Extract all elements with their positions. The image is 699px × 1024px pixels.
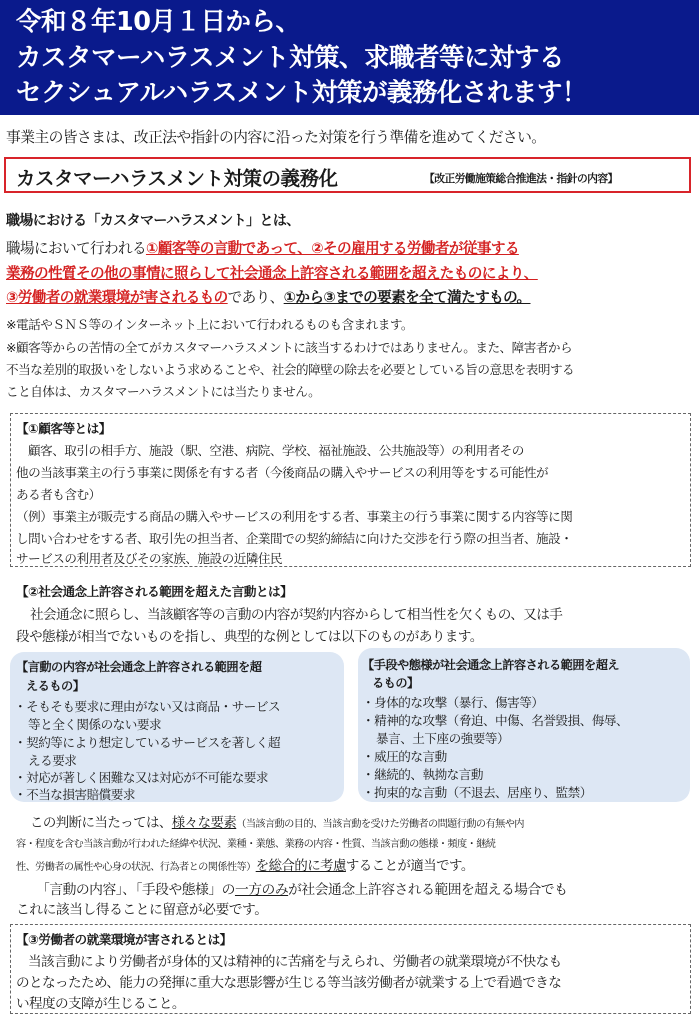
note-2-line-2: 不当な差別的取扱いをしないよう求めることや、社会的障壁の除去を必要としている旨の意思を表明する bbox=[6, 362, 575, 377]
box3-title: 【③労働者の就業環境が害されるとは】 bbox=[16, 932, 232, 947]
left-item-2b: える要求 bbox=[28, 753, 77, 768]
left-title-1: 【言動の内容が社会通念上許容される範囲を超 bbox=[16, 660, 262, 674]
box1-line-3: ある者も含む） bbox=[16, 487, 101, 502]
definition-line-1: 職場において行われる①顧客等の言動であって、②その雇用する労働者が従事する bbox=[6, 240, 519, 257]
box1-line-5: し問い合わせをする者、取引先の担当者、企業間での契約締結に向けた交渉を行う際の担当者、施設・ bbox=[16, 531, 573, 546]
section-title-box bbox=[4, 157, 691, 193]
right-title-2: るもの】 bbox=[372, 676, 419, 690]
left-item-3: ・対応が著しく困難な又は対応が不可能な要求 bbox=[14, 770, 268, 785]
header-line-1: 令和８年10月１日から、 bbox=[16, 7, 301, 37]
section-subtitle: 【改正労働施策総合推進法・指針の内容】 bbox=[424, 172, 618, 185]
left-item-1a: ・そもそも要求に理由がない又は商品・サービス bbox=[14, 699, 281, 714]
caution-line-1: 「言動の内容」、「手段や態様」の一方のみが社会通念上許容される範囲を超える場合でも bbox=[36, 882, 568, 898]
box3-line-2: のとなったため、能力の発揮に重大な悪影響が生じる等当該労働者が就業する上で看過できな bbox=[16, 975, 562, 991]
caution-line-2: これに該当し得ることに留意が必要です。 bbox=[16, 902, 268, 918]
note-2-line-1: ※顧客等からの苦情の全てがカスタマーハラスメントに該当するわけではありません。また、障害者から bbox=[6, 340, 573, 355]
right-item-2a: ・精神的な攻撃（脅迫、中傷、名誉毀損、侮辱、 bbox=[362, 713, 629, 728]
right-item-3: ・威圧的な言動 bbox=[362, 749, 447, 764]
right-item-4: ・継続的、執拗な言動 bbox=[362, 767, 483, 782]
left-item-1b: 等と全く関係のない要求 bbox=[28, 717, 162, 732]
judgment-line-3: 性、労働者の属性や心身の状況、行為者との関係性等）を総合的に考慮することが適当です。 bbox=[16, 859, 474, 874]
box2-line-2: 段や態様が相当でないものを指し、典型的な例としては以下のものがあります。 bbox=[16, 629, 483, 645]
header-line-3: セクシュアルハラスメント対策が義務化されます！ bbox=[16, 78, 587, 108]
right-title-1: 【手段や態様が社会通念上許容される範囲を超え bbox=[362, 658, 620, 672]
definition-heading: 職場における「カスタマーハラスメント」とは、 bbox=[6, 213, 300, 229]
left-item-4: ・不当な損害賠償要求 bbox=[14, 787, 135, 802]
left-item-2a: ・契約等により想定しているサービスを著しく超 bbox=[14, 735, 281, 750]
box1-line-2: 他の当該事業主の行う事業に関係を有する者（今後商品の購入やサービスの利用等をする可能性が bbox=[16, 465, 549, 480]
left-title-2: えるもの】 bbox=[26, 679, 85, 693]
box3-line-1: 当該言動により労働者が身体的又は精神的に苦痛を与えられ、労働者の就業環境が不快なも bbox=[28, 954, 562, 970]
intro-text: 事業主の皆さまは、改正法や指針の内容に沿った対策を行う準備を進めてください。 bbox=[6, 129, 546, 146]
judgment-line-2: 容・程度を含む当該言動が行われた経緯や状況、業種・業態、業務の内容・性質、当該言動の態様・頻度・継続 bbox=[16, 839, 496, 850]
right-item-5: ・拘束的な言動（不退去、居座り、監禁） bbox=[362, 785, 592, 800]
section-title: カスタマーハラスメント対策の義務化 bbox=[16, 167, 338, 190]
note-1: ※電話やＳＮＳ等のインターネット上において行われるものも含まれます。 bbox=[6, 317, 414, 332]
definition-line-3: ③労働者の就業環境が害されるものであり、①から③までの要素を全て満たすもの。 bbox=[6, 289, 531, 306]
definition-line-2: 業務の性質その他の事情に照らして社会通念上許容される範囲を超えたものにより、 bbox=[6, 265, 538, 282]
right-item-2b: 暴言、土下座の強要等） bbox=[376, 731, 510, 746]
box2-line-1: 社会通念に照らし、当該顧客等の言動の内容が契約内容からして相当性を欠くもの、又は手 bbox=[30, 607, 563, 623]
box1-line-4: （例）事業主が販売する商品の購入やサービスの利用をする者、事業主の行う事業に関する内容等に関 bbox=[16, 509, 573, 524]
box1-title: 【①顧客等とは】 bbox=[16, 421, 111, 436]
box2-title: 【②社会通念上許容される範囲を超えた言動とは】 bbox=[16, 584, 293, 599]
header-banner bbox=[0, 0, 699, 115]
header-line-2: カスタマーハラスメント対策、求職者等に対する bbox=[16, 43, 564, 73]
box3-line-3: い程度の支障が生じること。 bbox=[16, 996, 185, 1012]
judgment-line-1: この判断に当たっては、様々な要素（当該言動の目的、当該言動を受けた労働者の問題行動の有無や内 bbox=[30, 816, 524, 831]
note-2-line-3: こと自体は、カスタマーハラスメントには当たりません。 bbox=[6, 384, 321, 399]
box1-line-1: 顧客、取引の相手方、施設（駅、空港、病院、学校、福祉施設、公共施設等）の利用者その bbox=[28, 443, 524, 458]
box1-line-6: サービスの利用者及びその家族、施設の近隣住民 bbox=[16, 551, 283, 566]
right-item-1: ・身体的な攻撃（暴行、傷害等） bbox=[362, 695, 544, 710]
